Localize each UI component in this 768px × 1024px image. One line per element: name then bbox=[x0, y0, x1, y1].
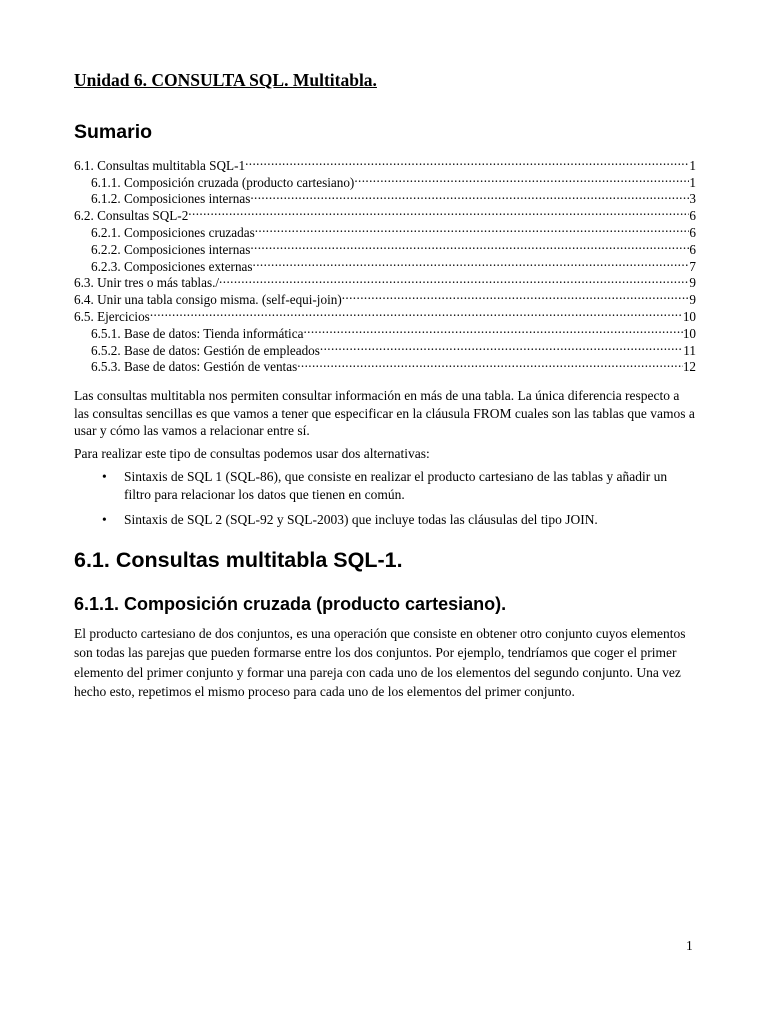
toc-entry-label: 6.5.2. Base de datos: Gestión de empleados bbox=[91, 342, 320, 358]
toc-entry-label: 6.5.1. Base de datos: Tienda informática bbox=[91, 325, 304, 341]
body-paragraph: El producto cartesiano de dos conjuntos, es una operación que consiste en obtener otro conjunto cuyos elementos son todas las parejas que pueden formarse entre los dos conjuntos. Por ejemplo, tendríamos que coger el primer elemento del primer conjunto y formar una pareja con cada uno de los elementos del segundo conjunto. Una vez hecho esto, repetimos el mismo proceso para cada uno de los elementos del primer conjunto. bbox=[74, 626, 686, 699]
toc-entry-label: 6.2. Consultas SQL-2 bbox=[74, 208, 189, 224]
toc-dot-leader bbox=[250, 187, 689, 204]
toc-entry-page: 1 bbox=[689, 157, 696, 173]
list-item bbox=[74, 468, 696, 503]
toc-entry[interactable] bbox=[74, 321, 696, 341]
toc-entry-page: 6 bbox=[689, 208, 696, 224]
toc-entry-page: 7 bbox=[689, 258, 696, 274]
toc-dot-leader bbox=[255, 220, 690, 237]
toc-entry-page: 12 bbox=[682, 359, 696, 375]
page-number: 1 bbox=[686, 938, 693, 953]
list-item-text: Sintaxis de SQL 2 (SQL-92 y SQL-2003) que incluye todas las cláusulas del tipo JOIN. bbox=[124, 512, 598, 528]
toc-entry-label: 6.5.3. Base de datos: Gestión de ventas bbox=[91, 359, 298, 375]
toc-dot-leader bbox=[245, 153, 689, 170]
toc-dot-leader bbox=[303, 321, 682, 338]
toc-entry-label: 6.1. Consultas multitabla SQL-1 bbox=[74, 157, 246, 173]
toc-entry-label: 6.1.1. Composición cruzada (producto cartesiano) bbox=[91, 174, 355, 190]
toc-entry[interactable] bbox=[74, 304, 696, 324]
toc-entry-page: 6 bbox=[689, 241, 696, 257]
toc-entry-label: 6.5. Ejercicios bbox=[74, 308, 150, 324]
toc-entry-label: 6.2.2. Composiciones internas bbox=[91, 241, 251, 257]
toc-dot-leader bbox=[342, 287, 690, 304]
document-title: Unidad 6. CONSULTA SQL. Multitabla. bbox=[74, 70, 377, 90]
toc-entry-page: 3 bbox=[689, 191, 696, 207]
toc-dot-leader bbox=[253, 254, 690, 271]
toc-entry-page: 10 bbox=[682, 325, 696, 341]
toc-entry-page: 11 bbox=[683, 342, 696, 358]
toc-entry-label: 6.2.3. Composiciones externas bbox=[91, 258, 253, 274]
bullet-icon: • bbox=[102, 512, 107, 528]
list-item-text: Sintaxis de SQL 1 (SQL-86), que consiste en realizar el producto cartesiano de las tablas y añadir un filtro para relacionar los datos que tienen en común. bbox=[124, 469, 668, 502]
toc-entry-label: 6.1.2. Composiciones internas bbox=[91, 191, 251, 207]
toc-entry-page: 10 bbox=[682, 308, 696, 324]
toc-dot-leader bbox=[354, 170, 689, 187]
bullet-icon: • bbox=[102, 469, 107, 484]
table-of-contents bbox=[74, 153, 696, 375]
toc-dot-leader bbox=[219, 271, 689, 288]
sumario-heading: Sumario bbox=[74, 121, 153, 143]
toc-entry-page: 1 bbox=[689, 174, 696, 190]
toc-entry-page: 9 bbox=[689, 292, 696, 308]
toc-entry-label: 6.4. Unir una tabla consigo misma. (self-equi-join) bbox=[74, 292, 342, 308]
intro-paragraph: Las consultas multitabla nos permiten consultar información en más de una tabla. La única diferencia respecto a las consultas sencillas es que vamos a tener que especificar en la cláusula FROM cuales son las tablas que vamos a usar y cómo las vamos a relacionar entre sí. bbox=[74, 388, 695, 439]
toc-entry-label: 6.2.1. Composiciones cruzadas bbox=[91, 224, 255, 240]
toc-entry-label: 6.3. Unir tres o más tablas./ bbox=[74, 275, 220, 291]
alternatives-list bbox=[74, 468, 696, 537]
toc-dot-leader bbox=[320, 338, 683, 355]
toc-dot-leader bbox=[188, 203, 689, 220]
subsection-heading: 6.1.1. Composición cruzada (producto cartesiano). bbox=[74, 594, 507, 614]
toc-entry[interactable] bbox=[74, 153, 696, 173]
section-heading: 6.1. Consultas multitabla SQL-1. bbox=[74, 548, 403, 572]
toc-dot-leader bbox=[297, 355, 683, 372]
toc-dot-leader bbox=[250, 237, 689, 254]
alternatives-intro: Para realizar este tipo de consultas podemos usar dos alternativas: bbox=[74, 446, 430, 461]
toc-entry-page: 6 bbox=[689, 224, 696, 240]
list-item bbox=[74, 511, 696, 529]
toc-dot-leader bbox=[150, 304, 683, 321]
toc-entry-page: 9 bbox=[689, 275, 696, 291]
